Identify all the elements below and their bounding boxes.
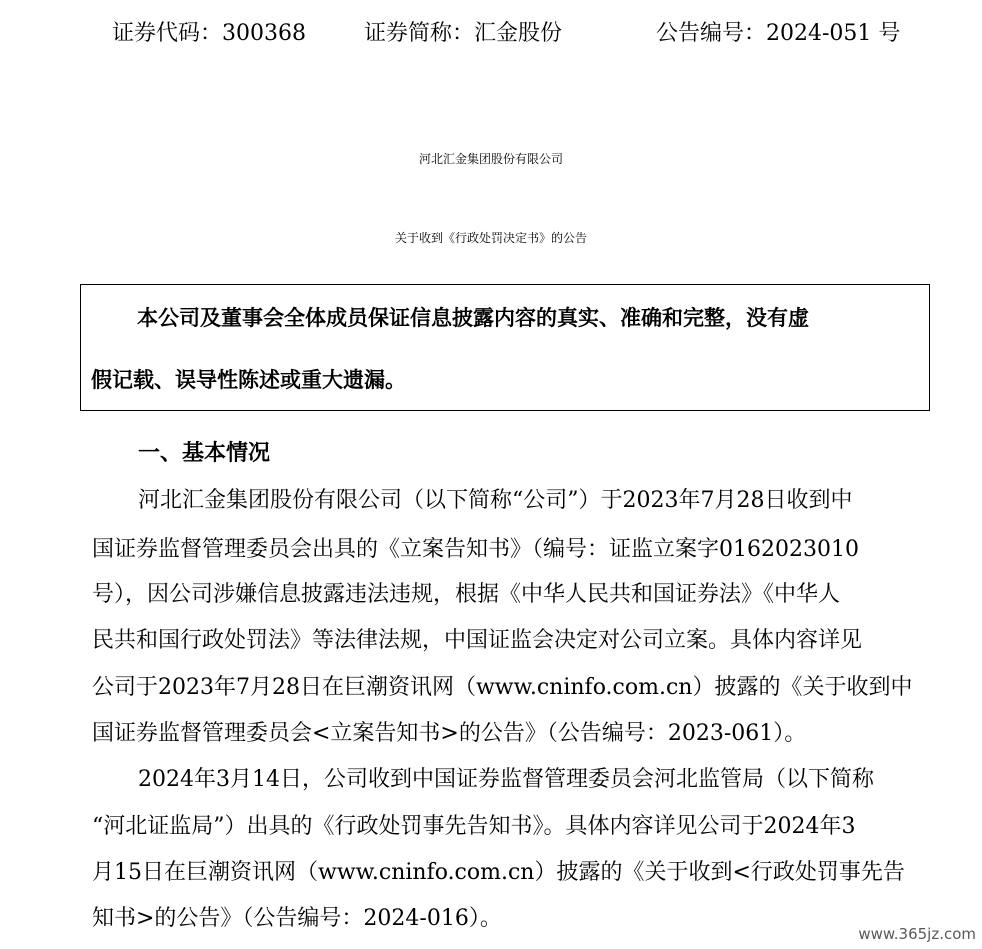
- section-heading: 一、基本情况: [138, 441, 271, 466]
- company-title: 河北汇金集团股份有限公司: [418, 152, 563, 166]
- body-line: 民共和国行政处罚法》等法律法规，中国证监会决定对公司立案。具体内容详见: [92, 628, 863, 653]
- body-line: 国证券监督管理委员会出具的《立案告知书》（编号：证监立案字0162023010: [92, 537, 859, 562]
- disclaimer-box: [80, 284, 930, 411]
- announcement-number: 公告编号：2024-051 号: [656, 21, 901, 46]
- body-line: 知书>的公告》（公告编号：2024-016）。: [92, 906, 502, 931]
- stock-code: 证券代码：300368: [112, 21, 306, 46]
- stock-name: 证券简称：汇金股份: [364, 21, 563, 46]
- disclaimer-line-1: 本公司及董事会全体成员保证信息披露内容的真实、准确和完整，没有虚: [137, 306, 809, 330]
- body-line: 河北汇金集团股份有限公司（以下简称“公司”）于2023年7月28日收到中: [138, 488, 853, 513]
- body-line: “河北证监局”）出具的《行政处罚事先告知书》。具体内容详见公司于2024年3: [92, 814, 856, 839]
- body-line: 公司于2023年7月28日在巨潮资讯网（www.cninfo.com.cn）披露的《关于收到中: [92, 675, 913, 700]
- site-watermark: www.365jz.com: [858, 925, 976, 943]
- disclaimer-line-2: 假记载、误导性陈述或重大遗漏。: [91, 368, 406, 392]
- document-header: [0, 16, 982, 52]
- body-line: 国证券监督管理委员会<立案告知书>的公告》（公告编号：2023-061）。: [92, 721, 807, 746]
- body-line: 2024年3月14日，公司收到中国证券监督管理委员会河北监管局（以下简称: [138, 767, 874, 792]
- body-line: 月15日在巨潮资讯网（www.cninfo.com.cn）披露的《关于收到<行政处罚事先告: [92, 860, 905, 885]
- body-line: 号），因公司涉嫌信息披露违法违规，根据《中华人民共和国证券法》《中华人: [92, 582, 841, 607]
- announcement-title: 关于收到《行政处罚决定书》的公告: [394, 231, 587, 245]
